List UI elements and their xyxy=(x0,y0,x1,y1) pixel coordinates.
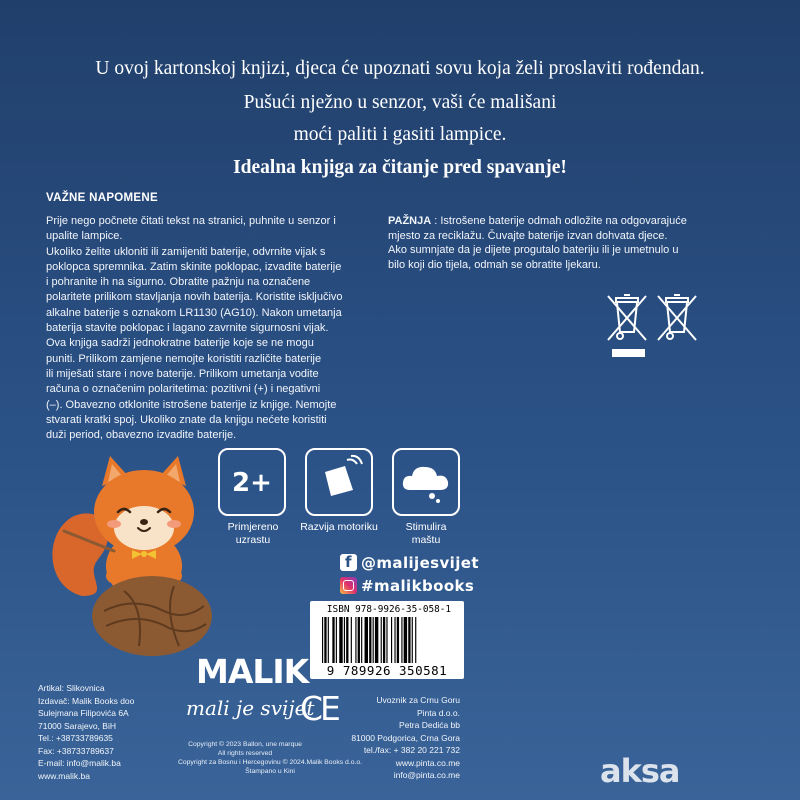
notes-line: poklopca spremnika. Zatim skinite poklopac, izvadite baterije xyxy=(46,260,342,273)
importer-line: tel./fax: + 382 20 221 732 xyxy=(363,745,460,755)
crossed-bin-icon xyxy=(604,292,650,344)
warning-line: Ako sumnjate da je dijete progutalo bateriju ili je umetnulo u xyxy=(388,244,679,257)
barcode-number: 9 789926 350581 xyxy=(326,663,448,678)
copyright-line: All rights reserved xyxy=(217,750,273,757)
importer-info xyxy=(340,694,460,782)
warning-block xyxy=(388,214,723,273)
facebook-text: @malijesvijet xyxy=(361,554,479,572)
notes-line: upalite lampice. xyxy=(46,230,123,243)
publisher-line: Izdavač: Malik Books doo xyxy=(38,695,135,706)
copyright-block xyxy=(140,740,350,758)
barcode-bar xyxy=(324,617,326,663)
motor-skills-badge xyxy=(305,448,373,516)
notes-line: računa o označenim polaritetima: pozitivni (+) i negativni xyxy=(46,383,321,396)
notes-line: i pohranite ih na sigurno. Obratite pažnju na označene xyxy=(46,276,311,289)
aksa-watermark: aksa xyxy=(600,752,680,790)
warning-label: PAŽNJA xyxy=(388,215,432,227)
weee-bar xyxy=(612,349,645,357)
isbn-text: ISBN 978-9926-35-058-1 xyxy=(326,604,452,615)
notes-line: Ukoliko želite ukloniti ili zamijeniti baterije, odvrnite vijak s xyxy=(46,245,326,258)
warning-first: : Istrošene baterije odmah odložite na odgovarajuće xyxy=(431,215,687,227)
barcode-bar xyxy=(355,617,356,663)
importer-line: info@pinta.co.me xyxy=(393,770,460,780)
warning-line xyxy=(388,214,723,229)
barcode-bar xyxy=(358,617,360,663)
intro-line-3: moći paliti i gasiti lampice. xyxy=(293,124,507,145)
barcode-bar xyxy=(381,617,382,663)
publisher-line: Tel.: +38733789635 xyxy=(38,733,113,743)
notes-title: VAŽNE NAPOMENE xyxy=(46,192,158,204)
importer-line: Uvoznik za Crnu Goru xyxy=(376,695,460,705)
publisher-line: 71000 Sarajevo, BiH xyxy=(38,720,116,731)
barcode-bar xyxy=(383,617,385,663)
publisher-line: www.malik.ba xyxy=(38,770,90,781)
copyright-line: Copyright © 2023 Ballon, une marque xyxy=(188,741,302,748)
notes-body xyxy=(46,214,376,443)
imagination-badge-label xyxy=(376,521,476,546)
barcode-bar xyxy=(412,617,413,663)
cloud-icon xyxy=(394,450,458,514)
intro-line-2: Pušući nježno u senzor, vaši će mališani xyxy=(243,92,557,113)
importer-line: Petra Dedića bb xyxy=(399,720,460,730)
age-label-line: uzrastu xyxy=(235,533,271,546)
barcode-bar xyxy=(415,617,416,663)
publisher-line: Fax: +38733789637 xyxy=(38,745,114,756)
barcode-bar xyxy=(373,617,374,663)
barcode-bar xyxy=(344,617,345,663)
mind-label-line: Stimulira xyxy=(405,521,447,533)
notes-line: puniti. Prilikom zamjene nemojte koristiti različite baterije xyxy=(46,352,322,365)
publisher-line: Artikal: Slikovnica xyxy=(38,683,105,693)
barcode-bar xyxy=(339,617,342,663)
mind-label-line: maštu xyxy=(411,533,441,546)
barcode-bar xyxy=(404,617,407,663)
barcode-bar xyxy=(351,617,352,663)
notes-line: alkalne baterije s oznakom LR1130 (AG10). Nakon umetanja xyxy=(46,306,342,319)
squirrel-illustration xyxy=(44,446,224,661)
barcode-bar xyxy=(322,617,323,663)
barcode-bar xyxy=(394,617,395,663)
notes-line: polaritete prilikom stavljanja novih baterija. Koristite isključivo xyxy=(46,291,343,304)
brand-tagline: mali je svijet xyxy=(186,696,315,720)
age-badge xyxy=(218,448,286,516)
barcode xyxy=(322,617,452,663)
age-value: 2+ xyxy=(232,468,272,498)
brand-logo: MALIK xyxy=(196,652,309,691)
barcode-bar xyxy=(375,617,378,663)
notes-line: ili miješati stare i nove baterije. Prilikom umetanja vodite xyxy=(46,367,319,380)
warning-line: mjesto za reciklažu. Čuvajte baterije izvan dohvata djece. xyxy=(388,229,668,242)
notes-line: (–). Obavezno otklonite istrošene baterije iz knjige. Nemojte xyxy=(46,398,337,411)
barcode-bar xyxy=(365,617,368,663)
notes-line: duži period, obavezno izvadite baterije. xyxy=(46,429,237,442)
barcode-bar xyxy=(397,617,399,663)
importer-line: Pinta d.o.o. xyxy=(416,707,460,718)
intro-line-1: U ovoj kartonskoj knjizi, djeca će upoznati sovu koja želi proslaviti rođendan. xyxy=(95,58,705,79)
importer-line: www.pinta.co.me xyxy=(395,757,460,768)
facebook-icon: f xyxy=(340,554,357,571)
age-badge-label xyxy=(203,521,303,546)
barcode-bar xyxy=(386,617,387,663)
motor-badge-label: Razvija motoriku xyxy=(300,521,378,533)
barcode-bar xyxy=(369,617,371,663)
copyright-line: Štampano u Kini xyxy=(245,768,295,775)
instagram-icon xyxy=(340,577,357,594)
barcode-bar xyxy=(401,617,402,663)
notes-line: stvarati kratki spoj. Ukoliko znate da knjigu nećete koristiti xyxy=(46,413,327,426)
barcode-bar xyxy=(361,617,362,663)
intro-tagline: Idealna knjiga za čitanje pred spavanje! xyxy=(233,157,567,178)
importer-line: 81000 Podgorica, Crna Gora xyxy=(351,732,460,743)
notes-line: Ova knjiga sadrži jednokratne baterije koje se ne mogu xyxy=(46,337,314,350)
warning-line: bilo koji dio tijela, odmah se obratite ljekaru. xyxy=(388,259,601,272)
barcode-bar xyxy=(328,617,329,663)
facebook-handle[interactable] xyxy=(340,554,479,572)
barcode-bar xyxy=(408,617,410,663)
imagination-badge xyxy=(392,448,460,516)
copyright-line: Copyright za Bosnu i Hercegovinu © 2024.Malik Books d.o.o. xyxy=(177,759,363,766)
motor-skills-icon xyxy=(307,450,371,514)
publisher-line: E-mail: info@malik.ba xyxy=(38,758,121,768)
ce-mark: CE xyxy=(300,689,338,728)
publisher-line: Sulejmana Filipovića 6A xyxy=(38,708,129,718)
crossed-bin-icon xyxy=(654,292,700,344)
barcode-bar xyxy=(336,617,337,663)
barcode-bar xyxy=(332,617,334,663)
instagram-handle[interactable] xyxy=(340,577,474,595)
instagram-text: #malikbooks xyxy=(361,577,475,595)
age-label-line: Primjereno xyxy=(227,521,279,533)
barcode-bar xyxy=(346,617,348,663)
notes-line: baterija stavite poklopac i lagano zavrnite sigurnosni vijak. xyxy=(46,322,329,335)
barcode-bar xyxy=(391,617,392,663)
notes-line: Prije nego počnete čitati tekst na stranici, puhnite u senzor i xyxy=(46,215,336,227)
